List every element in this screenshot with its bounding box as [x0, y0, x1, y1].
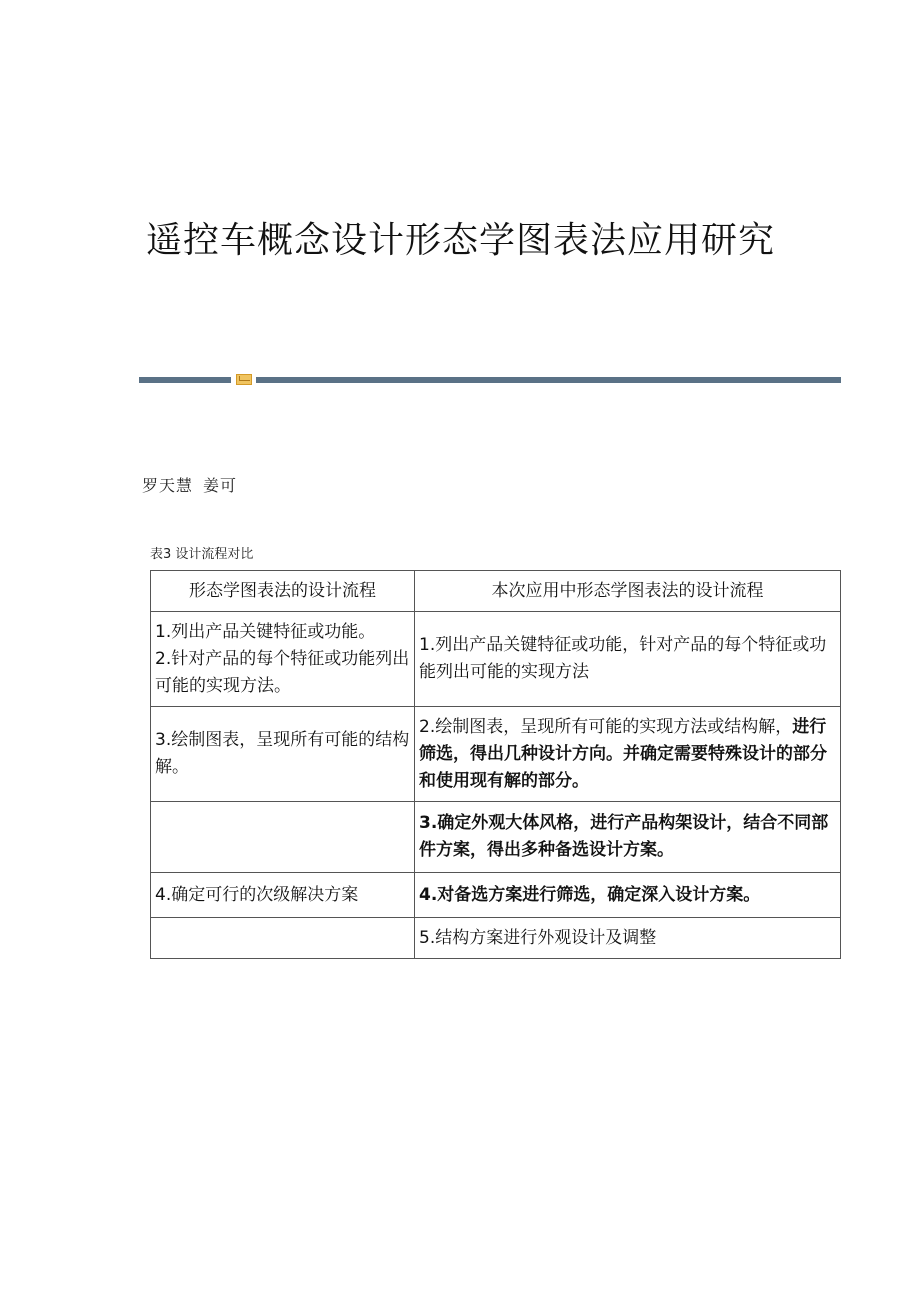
table-row: [151, 707, 841, 802]
table-row: [151, 918, 841, 959]
table-cell-left: [151, 707, 415, 802]
table-cell-right: [415, 873, 841, 918]
cell-text: 2.绘制图表，呈现所有可能的实现方法或结构解，: [419, 716, 793, 737]
author-name: 姜可: [203, 476, 238, 495]
authors: [142, 473, 237, 496]
table-caption: 表3 设计流程对比: [150, 547, 254, 562]
table-header-cell: 本次应用中形态学图表法的设计流程: [415, 571, 841, 612]
envelope-icon: [236, 374, 252, 385]
design-flow-table: [150, 570, 841, 959]
cell-text: 1.列出产品关键特征或功能，针对产品的每个特征或功能列出可能的实现方法: [419, 635, 827, 682]
author-name: 罗天慧: [142, 476, 194, 495]
table-cell-left: [151, 612, 415, 707]
cell-text: 4.确定可行的次级解决方案: [155, 884, 359, 905]
table-header-cell: 形态学图表法的设计流程: [151, 571, 415, 612]
table-cell-right: [415, 612, 841, 707]
table-cell-right: [415, 707, 841, 802]
table-row: [151, 802, 841, 873]
table-row: [151, 873, 841, 918]
table-cell-left: [151, 873, 415, 918]
divider-bar-right: [256, 377, 841, 383]
table-cell-right: [415, 802, 841, 873]
table-cell-right: [415, 918, 841, 959]
table-header-row: [151, 571, 841, 612]
table-cell-left: [151, 918, 415, 959]
cell-text-bold: 4.对备选方案进行筛选，确定深入设计方案。: [419, 884, 761, 905]
title-divider: [139, 374, 841, 386]
document-title: 遥控车概念设计形态学图表法应用研究: [146, 220, 776, 261]
table-cell-left: [151, 802, 415, 873]
cell-text: 2.针对产品的每个特征或功能列出可能的实现方法。: [155, 648, 410, 696]
cell-text: 3.绘制图表，呈现所有可能的结构解。: [155, 730, 410, 777]
cell-text: 5.结构方案进行外观设计及调整: [419, 927, 657, 948]
cell-text-bold: 3.确定外观大体风格，进行产品构架设计，结合不同部件方案，得出多种备选设计方案。: [419, 813, 829, 860]
table-row: [151, 612, 841, 707]
cell-text: 1.列出产品关键特征或功能。: [155, 621, 376, 642]
cell-text-bold: 进行筛选，得出几种设计方向。并确定需要特殊设计的部分和使用现有解的部分。: [419, 716, 827, 791]
divider-bar-left: [139, 377, 231, 383]
